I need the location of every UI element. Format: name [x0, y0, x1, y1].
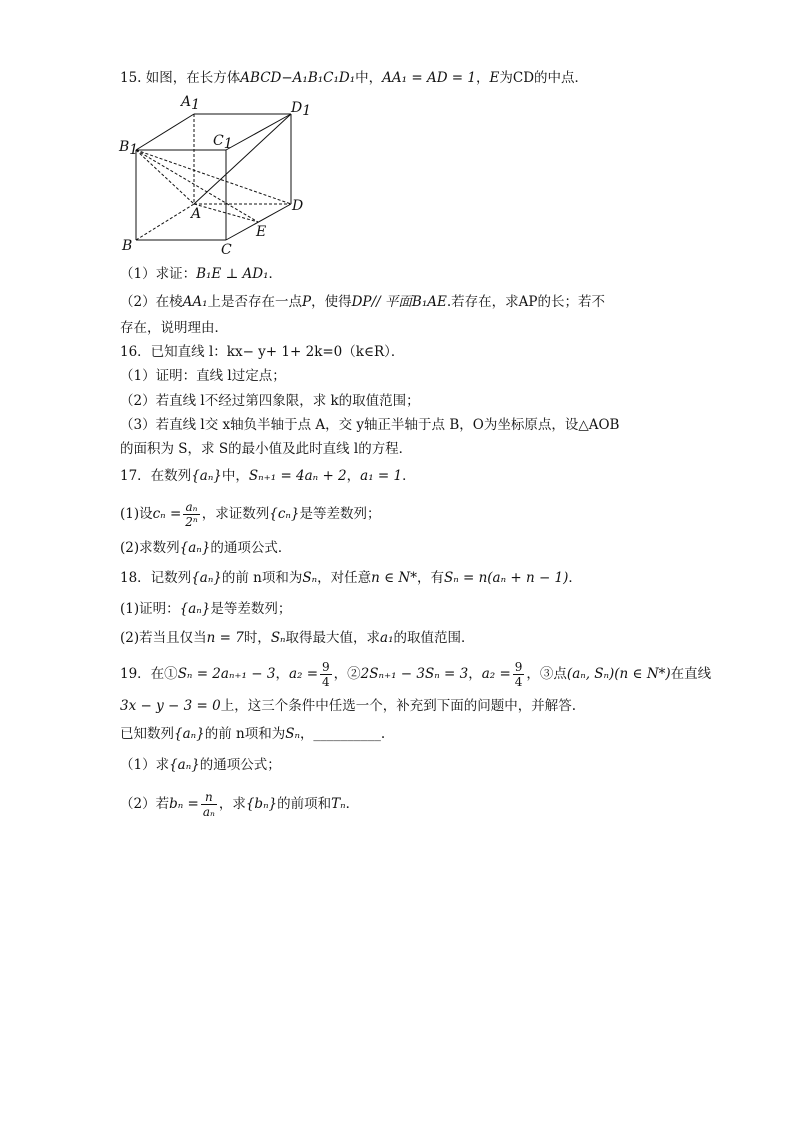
q18-stem: 18．记数列{aₙ}的前 n项和为Sₙ，对任意n ∈ N*，有Sₙ = n(aₙ + n − 1)． — [120, 570, 582, 586]
fraction-nine-fourths: $\frac{9}{4}$ — [322, 660, 330, 689]
q16-part3-cont: 的面积为 S，求 S的最小值及此时直线 l的方程． — [120, 441, 413, 457]
q19-part2: （2）若bₙ = $\frac{n}{\text{aₙ}}$ ，求{bₙ}的前项和Tₙ． — [120, 790, 360, 819]
hidden-b-a — [136, 204, 194, 240]
q15-stem: 15. 如图，在长方体ABCD−A₁B₁C₁D₁中，AA₁ = AD = 1，E为CD的中点． — [120, 70, 589, 86]
q15-part2: （2）在棱AA₁上是否存在一点P，使得DP// 平面B₁AE.若存在，求AP的长；若不 — [120, 294, 605, 310]
fraction-nine-fourths-2: $\frac{9}{4}$ — [514, 660, 523, 689]
hidden-b1-a — [136, 150, 194, 204]
label-d1: D1 — [291, 100, 312, 119]
fraction-an-over-2n: $\frac{\text{aₙ}}{\text{2ⁿ}}$ — [185, 500, 198, 529]
q19-stem-cont: 3x − y − 3 = 0上，这三个条件中任选一个，补充到下面的问题中，并解答. — [120, 698, 576, 714]
q17-stem: 17．在数列{aₙ}中，Sₙ₊₁ = 4aₙ + 2，a₁ = 1． — [120, 468, 416, 484]
fraction-n-over-an: $\frac{n}{\text{aₙ}}$ — [202, 790, 215, 819]
cuboid-figure — [115, 92, 315, 262]
q16-stem: 16．已知直线 l：kx− y+ 1+ 2k=0（k∈R）． — [120, 344, 405, 360]
q16-part3: （3）若直线 l交 x轴负半轴于点 A，交 y轴正半轴于点 B，O为坐标原点，设△AOB — [120, 417, 620, 433]
q18-part1: (1)证明：{aₙ}是等差数列； — [120, 601, 292, 617]
label-a1: A1 — [181, 94, 201, 113]
label-b1: B1 — [119, 139, 139, 158]
q17-part1: (1)设cₙ = $\frac{\text{aₙ}}{\text{2ⁿ}}$ ，求证数列{cₙ}是等差数列； — [120, 500, 381, 529]
q16-part2: （2）若直线 l不经过第四象限，求 k的取值范围； — [120, 393, 420, 409]
q15-part1: （1）求证：B₁E ⊥ AD₁． — [120, 266, 283, 282]
q15-part2-cont: 存在，说明理由． — [120, 320, 228, 336]
q19-part1: （1）求{aₙ}的通项公式； — [120, 757, 281, 773]
q18-part2: (2)若当且仅当n = 7时，Sₙ取得最大值，求a₁的取值范围． — [120, 630, 475, 646]
q19-stem: 19．在①Sₙ = 2aₙ₊₁ − 3，a₂ = $\frac{9}{4}$ ，②2Sₙ₊₁ − 3Sₙ = 3，a₂ = $\frac{9}{4}$ ，③点(aₙ, Sₙ)(n ∈ N*)在直线 — [120, 660, 712, 689]
label-c: C — [221, 242, 232, 258]
label-d: D — [292, 198, 304, 214]
label-c1: C1 — [213, 133, 233, 152]
edge-b1-a1 — [136, 114, 194, 150]
segment-a-d1 — [194, 114, 291, 204]
q16-part1: （1）证明：直线 l过定点； — [120, 368, 286, 384]
label-a: A — [191, 206, 202, 222]
q19-given: 已知数列{aₙ}的前 n项和为Sₙ，__________. — [120, 726, 386, 742]
label-e: E — [256, 224, 267, 240]
q17-part2: (2)求数列{aₙ}的通项公式． — [120, 540, 292, 556]
label-b: B — [122, 238, 133, 254]
